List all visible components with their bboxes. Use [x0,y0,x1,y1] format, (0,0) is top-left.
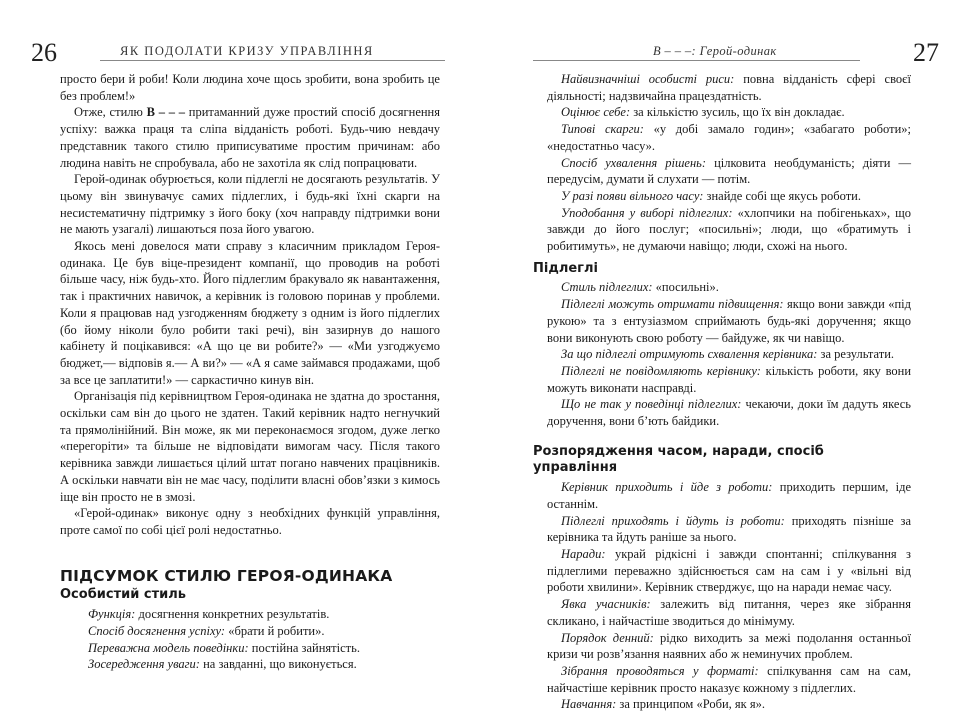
item-label: Спосіб досягнення успіху: [88,623,226,638]
section-heading-subordinates: Підлеглі [533,260,598,276]
paragraph: Організація під керівництвом Героя-одинака не здатна до зростання, оскільки сам він до цього не здатен. Такий керівник надто негнучкий та прямолінійний. Він може, як ми переконаємося згодом, дуже легко «перегоріти» та більше не відповідати вимогам часу. Після такого керівника завжди лишається цілий штат погано навчених працівників. А оскільки навчати він не має часу, поділити власні обов’язки з кимось іще він просто не в змозі. [60,389,440,504]
item-value: за кількістю зусиль, що їх він докладає. [633,105,845,120]
item-value: «посильні». [655,280,719,295]
right-body [533,71,911,713]
header-rule [100,60,445,61]
item-value: знайде собі ще якусь роботи. [706,188,861,203]
item-value: за результати. [820,347,895,362]
item-label: Порядок денний: [561,630,654,645]
item-label: Наради: [561,546,606,561]
item-label: Навчання: [561,697,617,712]
list-item [533,479,911,512]
item-label: Оцінює себе: [561,105,631,120]
list-item [533,513,911,546]
paragraph: просто бери й роби! Коли людина хоче щось зробити, вона зробить це без проблем!» [60,72,440,103]
item-label: Що не так у поведінці підлеглих: [561,397,742,412]
list-item [533,279,911,296]
item-label: Уподобання у виборі підлеглих: [561,205,733,220]
item-value: постійна зайнятість. [251,640,360,655]
item-value: за принципом «Роби, як я». [619,697,765,712]
paragraph: Отже, стилю B – – – притаманний дуже простий спосіб досягнення успіху: важка праця та сліпа відданість роботі. Будь-чию невдачу представник такого стилю приписуватиме простим причинам: або людина навіть не спробувала, або не захотіла як слід попрацювати. [60,105,440,170]
item-value: повна відданість сфері своєї діяльності; надзвичайна працездатність. [547,72,911,103]
running-head: ЯК ПОДОЛАТИ КРИЗУ УПРАВЛІННЯ [120,44,374,58]
item-value: якщо вони завжди «під рукою» та з ентузіазмом сприймають будь-які доручення; якщо вони виконують свою роботу — байдуже, як чи навіщо. [547,297,912,345]
item-value: «у добі замало годин»; «забагато роботи»; «недостатньо часу». [547,122,911,153]
list-item [533,546,911,596]
paragraph: Герой-одинак обурюється, коли підлеглі не досягають результатів. У цьому він звинувачує самих підлеглих, і будь-які їхні скарги на несистематичну підтримку з його боку (хоч направду підтримки вони не мають узагалі) лишаються поза його увагою. [60,172,440,237]
right-page [485,0,970,712]
section-heading-personal-style: Особистий стиль [60,587,186,603]
list-item [533,346,911,363]
list-item [533,188,911,205]
item-value: на завданні, що виконується. [203,657,357,672]
item-value: «брати й робити». [228,623,325,638]
item-value: «хлопчики на побігеньках», що завжди до його послуг; «посильні»; люди, що «братимуть і робитимуть», не думаючи навіщо; люди, схожі на нього. [547,205,911,254]
list-item [533,363,911,396]
list-item [533,104,911,121]
list-item [533,205,911,255]
item-label: Зібрання проводяться у форматі: [561,663,759,678]
item-value: досягнення конкретних результатів. [138,607,330,622]
left-page [0,0,485,691]
item-value: рідко виходить за межі подолання останньої кризи чи розв’язання наявних або ж неминучих проблем. [547,630,912,662]
item-label: Стиль підлеглих: [561,280,653,295]
item-value: цілковита необдуманість; діяти — передусім, думати й слухати — потім. [547,155,912,187]
item-value: чекаючи, доки їм дадуть якесь доручення, вони б’ють байдики. [547,397,911,429]
list-item [533,71,911,104]
section-heading-time-management: Розпорядження часом, наради, спосіб управління [533,443,824,476]
item-label: Типові скарги: [561,122,644,137]
running-head: B – – –: Герой-одинак [653,44,777,58]
item-label: Підлеглі не повідомляють керівнику: [561,363,761,378]
item-value: залежить від питання, через яке зібрання скликано, і найчастіше зводиться до мінімуму. [547,597,911,628]
header-rule [533,60,860,61]
personal-style-list [60,606,440,673]
item-label: Зосередження уваги: [88,657,200,672]
list-item [533,396,911,429]
time-management-list [533,479,911,713]
item-value: приходить першим, іде останнім. [547,480,912,511]
item-label: За що підлеглі отримують схвалення керівника: [561,347,818,362]
subordinates-list [533,279,911,429]
list-item [60,656,440,673]
page-number: 27 [913,38,939,67]
paragraph: Якось мені довелося мати справу з класичним прикладом Героя-одинака. Це був віце-президент компанії, що проводив на роботі більше часу, ніж будь-хто. Його підлеглим бракувало як навантаження, так і практичних навичок, а керівник із головою поринав у проблеми. Коли я працював над узгодженням бюджету з одним із його підлеглих (бо йому ніколи було робити такі речі), він зазирнув до нашого кабінету й поцікавився: «А що це ви робите?» — «Ми узгоджуємо бюджет,— відповів я.— А ви?» — «А я саме займався продажами, щоб за все це заплатити!» — саркастично кинув він. [60,239,440,387]
item-label: Підлеглі можуть отримати підвищення: [561,297,784,312]
item-value: приходять пізніше за керівника та йдуть раніше за нього. [547,513,911,545]
item-value: украй рідкісні і завжди спонтанні; спілкування з підлеглими переважно здійснюється сам на сам і у «вільні від роботи хвилини». Керівник стверджує, що на наради немає часу. [547,546,911,595]
summary-heading: ПІДСУМОК СТИЛЮ ГЕРОЯ-ОДИНАКА [60,566,393,585]
list-item [60,623,440,640]
personal-style-list [533,71,911,255]
list-item [533,121,911,154]
left-body [60,71,440,673]
item-label: У разі появи вільного часу: [561,188,704,203]
page-number: 26 [31,38,57,67]
list-item [533,296,911,346]
item-label: Переважна модель поведінки: [88,640,249,655]
list-item [60,640,440,657]
item-value: кількість роботи, яку вони можуть виконати насправді. [547,363,912,395]
item-label: Найвизначніші особисті риси: [561,72,735,86]
list-item [533,630,911,663]
item-label: Спосіб ухвалення рішень: [561,155,707,170]
item-label: Функція: [88,607,136,622]
item-label: Керівник приходить і йде з роботи: [561,480,773,495]
item-label: Підлеглі приходять і йдуть із роботи: [561,513,785,528]
list-item [533,696,911,713]
item-label: Явка учасників: [561,597,651,612]
list-item [533,663,911,696]
list-item [60,606,440,623]
list-item [533,155,911,188]
paragraph: «Герой-одинак» виконує одну з необхідних функцій управління, проте самої по собі цієї ролі недостатньо. [60,506,440,537]
item-value: спілкування сам на сам, найчастіше керівник просто наказує кожному з підлеглих. [547,663,911,695]
list-item [533,596,911,629]
